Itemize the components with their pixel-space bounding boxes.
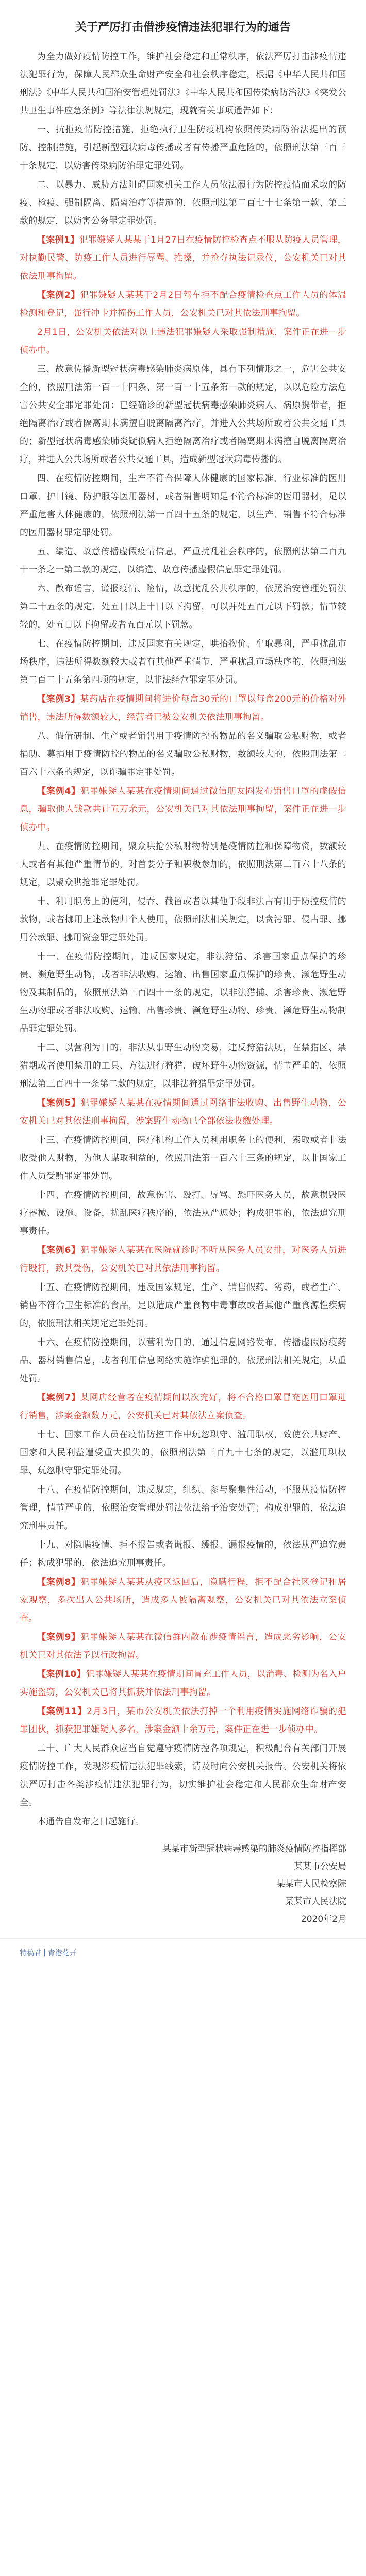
case-paragraph: [20, 1573, 346, 1628]
body-paragraph: [20, 838, 346, 892]
case-label: 【案例1】: [37, 235, 79, 245]
case-label: 【案例8】: [37, 1577, 80, 1587]
body-paragraph: [20, 1740, 346, 1812]
case-label: 【案例6】: [37, 1245, 80, 1256]
body-paragraph: [20, 1039, 346, 1093]
case-paragraph: [20, 1703, 346, 1739]
footer-separator: |: [43, 1948, 46, 1957]
paragraph-text: 犯罪嫌疑人某某在疫情期间通过网络非法收购、出售野生动物，公安机关已对其依法刑事拘留，涉案野生动物已全部依法收缴处理。: [20, 1098, 346, 1126]
body-paragraph: [20, 1334, 346, 1388]
body-paragraph: [20, 121, 346, 175]
body-paragraph: [20, 948, 346, 1038]
signature-line: 某某市新型冠状病毒感染的肺炎疫情防控指挥部: [162, 1844, 346, 1854]
paragraph-text: 十、利用职务上的便利，侵吞、截留或者以其他手段非法占有用于防控疫情的款物，或者挪用上述款物归个人使用，依照刑法相关规定，以贪污罪、侵占罪、挪用公款罪、挪用资金罪定罪处罚。: [20, 896, 346, 943]
case-label: 【案例9】: [37, 1632, 80, 1642]
body-paragraph: [20, 727, 346, 782]
body-paragraph: [20, 1426, 346, 1480]
case-paragraph: [20, 783, 346, 837]
case-label: 【案例4】: [37, 786, 80, 796]
paragraph-text: 某药店在疫情期间将进价每盒30元的口罩以每盒200元的价格对外销售，违法所得数额较大，经营者已被公安机关依法刑事拘留。: [20, 694, 346, 722]
case-label: 【案例11】: [37, 1706, 87, 1717]
document-title: 关于严厉打击借涉疫情违法犯罪行为的通告: [75, 21, 291, 34]
paragraph-text: 犯罪嫌疑人某某在疫情期间通过微信朋友圈发布销售口罩的虚假信息，骗取他人钱款共计五万余元，公安机关已对其依法刑事拘留，案件正在进一步侦办中。: [20, 786, 346, 833]
paragraph-text: 二、以暴力、威胁方法阻碍国家机关工作人员依法履行为防控疫情而采取的防疫、检疫、强制隔离、隔离治疗等措施的，依照刑法第二百七十七条第一款、第三款的规定，以妨害公务罪定罪处罚。: [20, 180, 346, 226]
paragraph-text: 十四、在疫情防控期间，故意伤害、殴打、辱骂、恐吓医务人员，故意损毁医疗器械、设施、设备，扰乱医疗秩序的，依法从严惩处；构成犯罪的，依法追究刑事责任。: [20, 1190, 346, 1236]
body-paragraph: [20, 1536, 346, 1572]
case-label: 【案例10】: [37, 1669, 86, 1680]
paragraph-text: 犯罪嫌疑人某某从疫区返回后，隐瞒行程，拒不配合社区登记和居家观察，多次出入公共场所，造成多人被隔离观察，公安机关已对其依法立案侦查。: [20, 1577, 346, 1623]
paragraph-text: 九、在疫情防控期间，聚众哄抢公私财物特别是疫情防控和保障物资，数额较大或者有其他严重情节的，对首要分子和积极参加的，依照刑法第二百六十八条的规定，以聚众哄抢罪定罪处罚。: [20, 841, 346, 888]
paragraph-text: 犯罪嫌疑人某某于2月2日驾车拒不配合疫情检查点工作人员的体温检测和登记，强行冲卡并撞伤工作人员，公安机关已对其依法刑事拘留。: [20, 290, 346, 318]
case-paragraph: [20, 1629, 346, 1665]
case-paragraph: [20, 690, 346, 726]
paragraph-text: 六、散布谣言，谎报疫情、险情，故意扰乱公共秩序的，依照治安管理处罚法第二十五条的规定，处五日以上十日以下拘留，可以并处五百元以下罚款；情节较轻的，处五日以下拘留或者五百元以下罚款。: [20, 584, 346, 630]
body-paragraph: [20, 543, 346, 579]
paragraph-text: 十二、以营利为目的，非法从事野生动物交易，违反狩猎法规，在禁猎区、禁猎期或者使用禁用的工具、方法进行狩猎，破坏野生动物资源，情节严重的，依照刑法第三百四十一条第二款的规定，以非法狩猎罪定罪处罚。: [20, 1043, 346, 1089]
paragraph-text: 十七、国家工作人员在疫情防控工作中玩忽职守、滥用职权，致使公共财产、国家和人民利益遭受重大损失的，依照刑法第三百九十七条的规定，以滥用职权罪、玩忽职守罪定罪处罚。: [20, 1430, 346, 1476]
body-paragraph: [20, 635, 346, 689]
paragraph-text: 犯罪嫌疑人某某于1月27日在疫情防控检查点不服从防疫人员管理，对执勤民警、防疫工作人员进行辱骂、推搡，并抢夺执法记录仪，公安机关已对其依法刑事拘留。: [20, 235, 346, 281]
case-paragraph: [20, 286, 346, 323]
case-paragraph: [20, 231, 346, 285]
paragraph-text: 一、抗拒疫情防控措施，拒绝执行卫生防疫机构依照传染病防治法提出的预防、控制措施，引起新型冠状病毒传播或者有传播严重危险的，依照刑法第三百三十条规定，以妨害传染病防治罪定罪处罚。: [20, 125, 346, 171]
case-paragraph: [20, 324, 346, 360]
paragraph-text: 七、在疫情防控期间，违反国家有关规定，哄抬物价、牟取暴利，严重扰乱市场秩序，违法所得数额较大或者有其他严重情节，严重扰乱市场秩序的，依照刑法第二百二十五条第四项的规定，以非法经营罪定罪处罚。: [20, 639, 346, 685]
paragraph-text: 十八、在疫情防控期间，违反规定，组织、参与聚集性活动，不服从疫情防控管理，情节严重的，依照治安管理处罚法依法给予治安处罚；构成犯罪的，依法追究刑事责任。: [20, 1485, 346, 1531]
body-paragraph: [20, 176, 346, 230]
case-paragraph: [20, 1389, 346, 1425]
body-paragraph: [20, 893, 346, 947]
paragraph-text: 十一、在疫情防控期间，违反国家规定，非法狩猎、杀害国家重点保护的珍贵、濒危野生动物，或者非法收购、运输、出售国家重点保护的珍贵、濒危野生动物及其制品的，依照刑法第三百四十一条的规定，以非法猎捕、杀害珍贵、濒危野生动物罪或者非法收购、运输、出售珍贵、濒危野生动物、珍贵、濒危野生动物制品罪定罪处罚。: [20, 952, 346, 1034]
signature-block: [20, 1840, 346, 1928]
paragraph-text: 犯罪嫌疑人某某在微信群内散布涉疫情谣言，造成恶劣影响，公安机关已对其依法予以行政拘留。: [20, 1632, 346, 1660]
paragraph-text: 犯罪嫌疑人某某在疫情期间冒充工作人员，以消毒、检测为名入户实施盗窃，公安机关已将其抓获并依法刑事拘留。: [20, 1669, 346, 1698]
body-paragraph: [20, 48, 346, 120]
body-paragraph: [20, 1813, 346, 1831]
body-paragraph: [20, 470, 346, 542]
body-paragraph: [20, 361, 346, 469]
case-label: 【案例3】: [37, 694, 80, 704]
paragraph-text: 五、编造、故意传播虚假疫情信息，严重扰乱社会秩序的，依照刑法第二百九十一条之一第二款的规定，以编造、故意传播虚假信息罪定罪处罚。: [20, 547, 346, 575]
footer-author[interactable]: 特稿君: [20, 1948, 41, 1957]
signature-line: 某某市人民法院: [285, 1896, 346, 1907]
footer: [0, 1938, 366, 1966]
paragraph-text: 四、在疫情防控期间，生产不符合保障人体健康的国家标准、行业标准的医用口罩、护目镜、防护服等医用器材，或者销售明知是不符合标准的医用器材，足以严重危害人体健康的，依照刑法第一百四十五条的规定，以生产、销售不符合标准的医用器材罪定罪处罚。: [20, 473, 346, 538]
paragraph-text: 为全力做好疫情防控工作，维护社会稳定和正常秩序，依法严厉打击涉疫情违法犯罪行为，保障人民群众生命财产安全和社会秩序稳定，根据《中华人民共和国刑法》《中华人民共和国治安管理处罚法》《中华人民共和国传染病防治法》《突发公共卫生事件应急条例》等法律法规规定，现就有关事项通告如下：: [20, 52, 346, 116]
case-paragraph: [20, 1666, 346, 1702]
body-paragraph: [20, 580, 346, 634]
paragraph-text: 2月3日，某市公安机关依法打掉一个利用疫情实施网络诈骗的犯罪团伙，抓获犯罪嫌疑人多名，涉案金额十余万元，案件正在进一步侦办中。: [20, 1706, 346, 1735]
case-label: 【案例5】: [37, 1098, 80, 1108]
paragraph-text: 十三、在疫情防控期间，医疗机构工作人员利用职务上的便利，索取或者非法收受他人财物，为他人谋取利益的，依照刑法第一百六十三条的规定，以非国家工作人员受贿罪定罪处罚。: [20, 1135, 346, 1181]
paragraph-text: 十六、在疫情防控期间，以营利为目的，通过信息网络发布、传播虚假防疫药品、器材销售信息，或者利用信息网络实施诈骗犯罪的，依照刑法相关规定，从重处罚。: [20, 1337, 346, 1384]
signature-line: 某某市公安局: [294, 1861, 346, 1872]
paragraph-text: 十九、对隐瞒疫情、拒不报告或者谎报、缓报、漏报疫情的，依法从严追究责任；构成犯罪的，依法追究刑事责任。: [20, 1540, 346, 1568]
case-label: 【案例7】: [37, 1393, 80, 1403]
case-label: 【案例2】: [37, 290, 80, 300]
body-paragraph: [20, 1481, 346, 1535]
footer-tag[interactable]: 青港花开: [47, 1948, 77, 1957]
case-paragraph: [20, 1242, 346, 1278]
body-paragraph: [20, 1187, 346, 1241]
paragraph-text: 十五、在疫情防控期间，违反国家规定，生产、销售假药、劣药，或者生产、销售不符合卫生标准的食品，足以造成严重食物中毒事故或者其他严重食源性疾病的，依照刑法相关规定定罪处罚。: [20, 1282, 346, 1329]
paragraph-text: 本通告自发布之日起施行。: [37, 1817, 144, 1827]
paragraph-text: 2月1日，公安机关依法对以上违法犯罪嫌疑人采取强制措施，案件正在进一步侦办中。: [20, 327, 346, 355]
paragraph-text: 二十、广大人民群众应当自觉遵守疫情防控各项规定，积极配合有关部门开展疫情防控工作，发现涉疫情违法犯罪线索，请及时向公安机关报告。公安机关将依法严厉打击各类涉疫情违法犯罪行为，切实维护社会稳定和人民群众生命财产安全。: [20, 1743, 346, 1808]
paragraph-text: 八、假借研制、生产或者销售用于疫情防控的物品的名义骗取公私财物，或者捐助、募捐用于疫情防控的物品的名义骗取公私财物，数额较大的，依照刑法第二百六十六条的规定，以诈骗罪定罪处罚。: [20, 731, 346, 777]
body-paragraph: [20, 1131, 346, 1185]
signature-line: 2020年2月: [301, 1914, 346, 1924]
case-paragraph: [20, 1094, 346, 1130]
document-body: [20, 48, 346, 1831]
paragraph-text: 某网店经营者在疫情期间以次充好，将不合格口罩冒充医用口罩进行销售，涉案金额数万元，公安机关已对其依法立案侦查。: [20, 1393, 346, 1421]
paragraph-text: 犯罪嫌疑人某某在医院就诊时不听从医务人员安排，对医务人员进行殴打，致其受伤，公安机关已对其依法刑事拘留。: [20, 1245, 346, 1274]
paragraph-text: 三、故意传播新型冠状病毒感染肺炎病原体，具有下列情形之一，危害公共安全的，依照刑法第一百一十四条、第一百一十五条第一款的规定，以以危险方法危害公共安全罪定罪处罚：已经确诊的新型冠状病毒感染肺炎病人、病原携带者，拒绝隔离治疗或者隔离期未满擅自脱离隔离治疗，并进入公共场所或者公共交通工具的；新型冠状病毒感染肺炎疑似病人拒绝隔离治疗或者隔离期未满擅自脱离隔离治疗，并进入公共场所或者公共交通工具，造成新型冠状病毒传播的。: [20, 364, 346, 465]
body-paragraph: [20, 1279, 346, 1333]
signature-line: 某某市人民检察院: [276, 1879, 346, 1889]
